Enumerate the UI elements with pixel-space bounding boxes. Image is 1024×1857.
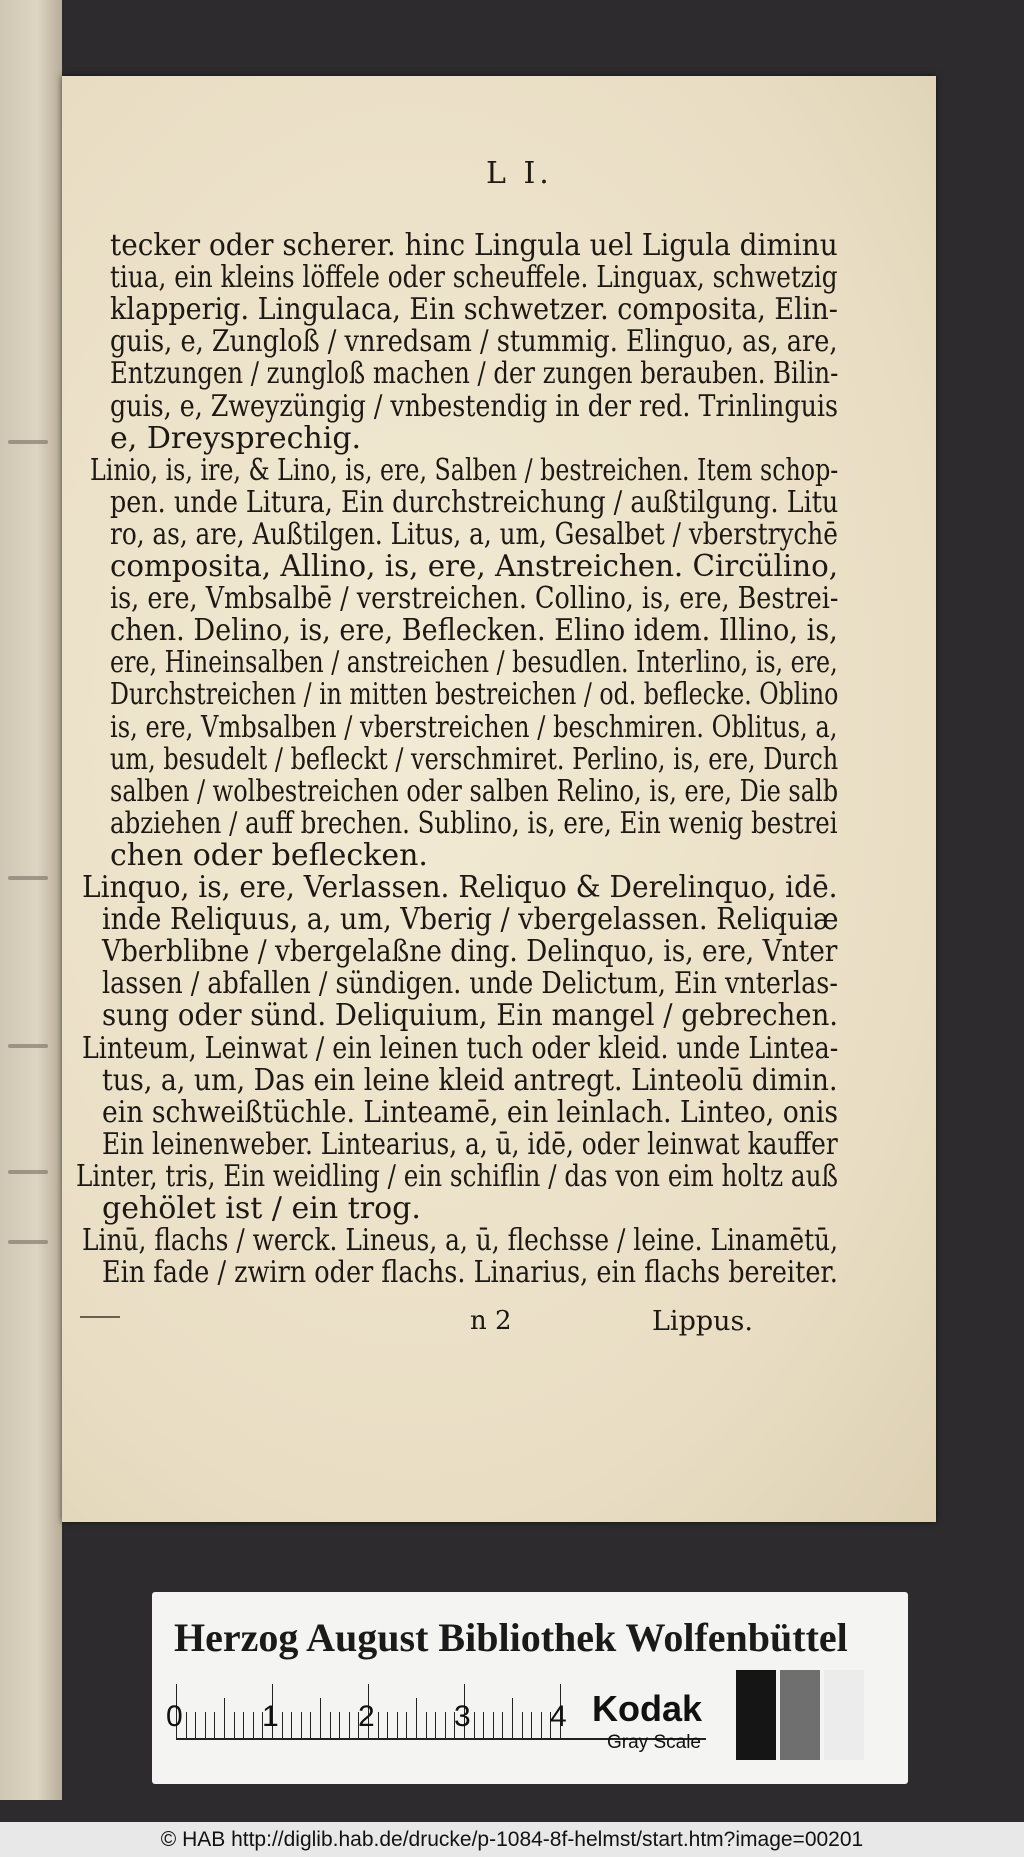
ruler-number: 4: [550, 1700, 567, 1733]
catchword: Lippus.: [652, 1306, 753, 1337]
text-line: tus, a, um, Das ein leine kleid antregt. Linteolū dimin.: [102, 1062, 838, 1098]
text-line: Vberblibne / vbergelaßne ding. Delinquo, is, ere, Vnter: [102, 934, 838, 970]
text-line: chen oder beflecken.: [110, 837, 428, 873]
bleed-mark: [8, 876, 48, 880]
ruler-tick: [253, 1712, 254, 1738]
ruler-tick: [483, 1712, 484, 1738]
signature-mark: n 2: [470, 1306, 512, 1336]
book-page: [62, 76, 936, 1522]
ruler-tick: [330, 1712, 331, 1738]
ruler-tick: [406, 1712, 407, 1738]
text-line: Durchstreichen / in mitten bestreichen / od. beflecke. Oblino: [110, 677, 839, 713]
text-line: e, Dreysprechig.: [110, 420, 362, 456]
ruler-tick: [320, 1698, 321, 1738]
ruler-tick: [493, 1712, 494, 1738]
text-line: sung oder sünd. Deliquium, Ein mangel / gebrechen.: [102, 998, 839, 1034]
text-line: Linteum, Leinwat / ein leinen tuch oder kleid. unde Lintea-: [82, 1030, 839, 1066]
copyright-footer: © HAB http://diglib.hab.de/drucke/p-1084-8f-helmst/start.htm?image=00201: [0, 1822, 1024, 1857]
ruler-tick: [426, 1712, 427, 1738]
text-line: gehölet ist / ein trog.: [102, 1191, 421, 1226]
text-line: Ein leinenweber. Lintearius, a, ū, idē, oder leinwat kauffer: [102, 1126, 838, 1162]
brand-logo-text: Kodak: [592, 1688, 703, 1729]
ruler-tick: [224, 1698, 225, 1738]
ruler-tick: [291, 1712, 292, 1738]
ruler-tick: [531, 1712, 532, 1738]
text-line: salben / wolbestreichen oder salben Relino, is, ere, Die salb: [110, 773, 839, 809]
ruler-tick: [435, 1712, 436, 1738]
ruler-tick: [195, 1712, 196, 1738]
text-line: abziehen / auff brechen. Sublino, is, ere, Ein wenig bestrei: [110, 805, 838, 841]
brand-subtitle: Gray Scale: [607, 1732, 701, 1753]
gray-swatch-dark: [736, 1670, 776, 1760]
rule: [80, 1316, 120, 1318]
ruler-tick: [243, 1712, 244, 1738]
page-header-mark: L I.: [486, 156, 553, 191]
ruler-tick: [512, 1698, 513, 1738]
text-line: tecker oder scherer. hinc Lingula uel Ligula diminu: [110, 228, 838, 263]
ruler-tick: [416, 1698, 417, 1738]
ruler-tick: [310, 1712, 311, 1738]
text-line: ro, as, are, Außtilgen. Litus, a, um, Gesalbet / vberstrychē: [110, 516, 838, 552]
text-line: guis, e, Zungloß / vnredsam / stummig. Elinguo, as, are,: [110, 324, 838, 360]
ruler-number: 1: [262, 1700, 279, 1733]
text-line: ein schweißtüchle. Linteamē, ein leinlach. Linteo, onis: [102, 1094, 839, 1130]
ruler-tick: [522, 1712, 523, 1738]
text-line: is, ere, Vmbsalben / vberstreichen / beschmiren. Oblitus, a,: [110, 709, 838, 745]
ruler-tick: [502, 1712, 503, 1738]
text-line: um, besudelt / befleckt / verschmiret. Perlino, is, ere, Durch: [110, 741, 839, 777]
text-line: Linquo, is, ere, Verlassen. Reliquo & Derelinquo, idē.: [82, 870, 838, 905]
text-line: chen. Delino, is, ere, Beflecken. Elino idem. Illino, is,: [110, 613, 838, 649]
ruler-tick: [282, 1712, 283, 1738]
text-line: Entzungen / zungloß machen / der zungen berauben. Bilin-: [110, 356, 839, 392]
text-line: Linter, tris, Ein weidling / ein schiflin / das von eim holtz auß: [76, 1158, 838, 1194]
text-line: inde Reliquus, a, um, Vberig / vbergelassen. Reliquiæ: [102, 902, 839, 938]
ruler-number: 0: [166, 1700, 183, 1733]
gray-swatch-light: [824, 1670, 864, 1760]
text-line: lassen / abfallen / sündigen. unde Delictum, Ein vnterlas-: [102, 966, 838, 1002]
ruler-number: 2: [358, 1700, 375, 1733]
text-line: ere, Hineinsalben / anstreichen / besudlen. Interlino, is, ere,: [110, 645, 838, 681]
bleed-mark: [8, 440, 48, 444]
text-line: Ein fade / zwirn oder flachs. Linarius, ein flachs bereiter.: [102, 1255, 838, 1291]
ruler-tick: [541, 1712, 542, 1738]
text-line: guis, e, Zweyzüngig / vnbestendig in der red. Trinlinguis: [110, 388, 838, 424]
ruler-tick: [205, 1712, 206, 1738]
bleed-mark: [8, 1170, 48, 1174]
ruler-tick: [186, 1712, 187, 1738]
ruler-tick: [234, 1712, 235, 1738]
text-line: klapperig. Lingulaca, Ein schwetzer. composita, Elin-: [110, 292, 838, 328]
ruler-number: 3: [454, 1700, 471, 1733]
text-line: is, ere, Vmbsalbē / verstreichen. Collino, is, ere, Bestrei-: [110, 581, 839, 617]
ruler-tick: [397, 1712, 398, 1738]
text-line: Linū, flachs / werck. Lineus, a, ū, flechsse / leine. Linamētū,: [82, 1223, 838, 1259]
text-line: tiua, ein kleins löffele oder scheuffele. Linguax, schwetzig: [110, 260, 838, 296]
ruler-tick: [378, 1712, 379, 1738]
ruler-tick: [349, 1712, 350, 1738]
color-target-card: [152, 1592, 908, 1784]
ruler-tick: [387, 1712, 388, 1738]
text-line: composita, Allino, is, ere, Anstreichen. Circülino,: [110, 549, 839, 584]
ruler-tick: [474, 1712, 475, 1738]
ruler-tick: [339, 1712, 340, 1738]
library-title: Herzog August Bibliothek Wolfenbüttel: [174, 1615, 848, 1660]
ruler-tick: [214, 1712, 215, 1738]
bleed-mark: [8, 1240, 48, 1244]
bleed-mark: [8, 1044, 48, 1048]
text-line: Linio, is, ire, & Lino, is, ere, Salben / bestreichen. Item schop-: [90, 452, 839, 488]
adjacent-page-edge: [0, 0, 62, 1800]
gray-swatch-mid: [780, 1670, 820, 1760]
text-line: pen. unde Litura, Ein durchstreichung / außtilgung. Litu: [110, 484, 839, 520]
ruler-tick: [301, 1712, 302, 1738]
ruler-tick: [445, 1712, 446, 1738]
